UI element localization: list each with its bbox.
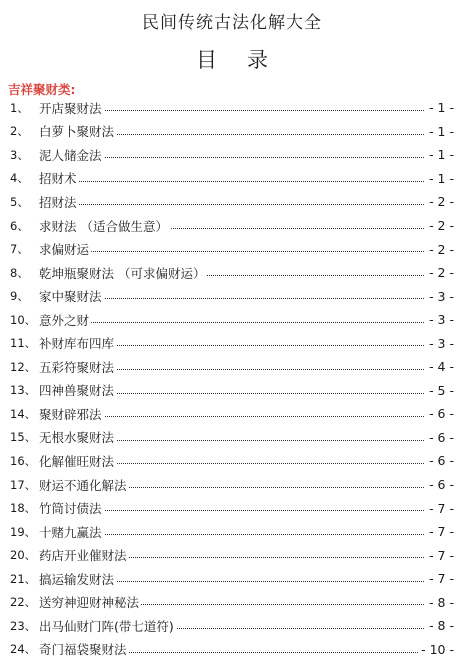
toc-entry[interactable] bbox=[0, 426, 464, 450]
toc-entry-title: 泥人储金法 bbox=[39, 147, 102, 163]
toc-entry-page-number: - 7 - bbox=[429, 524, 454, 540]
toc-entry[interactable] bbox=[0, 520, 464, 544]
toc-entry[interactable] bbox=[0, 449, 464, 473]
toc-entry-page-number: - 1 - bbox=[429, 170, 454, 186]
toc-entry-title: 招财法 bbox=[39, 194, 77, 210]
toc-entry[interactable] bbox=[0, 190, 464, 214]
toc-entry-page-number: - 3 - bbox=[429, 312, 454, 328]
toc-entry[interactable] bbox=[0, 614, 464, 638]
toc-entry[interactable] bbox=[0, 261, 464, 285]
toc-entry[interactable] bbox=[0, 167, 464, 191]
toc-entry-number: 8、 bbox=[10, 265, 29, 280]
toc-entry-title: 求财法 （适合做生意） bbox=[39, 218, 168, 234]
toc-entry-page-number: - 2 - bbox=[429, 241, 454, 257]
toc-entry-number: 17、 bbox=[10, 477, 37, 492]
toc-entry-number: 1、 bbox=[10, 100, 29, 115]
toc-entry[interactable] bbox=[0, 237, 464, 261]
toc-entry-page-number: - 1 - bbox=[429, 147, 454, 163]
toc-entry-title: 竹筒讨债法 bbox=[39, 501, 102, 517]
toc-dot-leader bbox=[40, 322, 424, 323]
toc-entry-number: 24、 bbox=[10, 642, 37, 657]
toc-entry-number: 16、 bbox=[10, 453, 37, 468]
toc-entry-title: 四神兽聚财法 bbox=[39, 383, 115, 399]
section-label: 吉祥聚财类: bbox=[8, 82, 76, 97]
toc-entry-title: 奇门福袋聚财法 bbox=[39, 642, 127, 658]
toc-entry[interactable] bbox=[0, 638, 464, 662]
toc-entry-page-number: - 2 - bbox=[429, 218, 454, 233]
toc-entry-title: 财运不通化解法 bbox=[39, 477, 127, 493]
toc-entry[interactable] bbox=[0, 496, 464, 520]
toc-entry-number: 7、 bbox=[10, 242, 29, 257]
toc-dot-leader bbox=[40, 251, 424, 252]
toc-entry-number: 2、 bbox=[10, 124, 29, 139]
toc-entry-page-number: - 6 - bbox=[429, 429, 454, 445]
toc-entry[interactable] bbox=[0, 355, 464, 379]
toc-entry-title: 开店聚财法 bbox=[39, 100, 102, 116]
toc-entry-number: 6、 bbox=[10, 218, 29, 233]
toc-entry-title: 求偏财运 bbox=[39, 242, 90, 258]
toc-entry-page-number: - 6 - bbox=[429, 406, 454, 422]
toc-entry-title: 招财术 bbox=[39, 171, 77, 187]
toc-entry-page-number: - 8 - bbox=[429, 618, 454, 634]
toc-entry-title: 十赌九赢法 bbox=[39, 524, 102, 540]
toc-entry-number: 5、 bbox=[10, 194, 29, 209]
toc-entry[interactable] bbox=[0, 214, 464, 238]
toc-entry-number: 4、 bbox=[10, 171, 29, 186]
toc-heading-char-1: 目 bbox=[196, 48, 217, 72]
toc-entry-number: 18、 bbox=[10, 501, 37, 516]
toc-entry-page-number: - 1 - bbox=[429, 123, 454, 139]
toc-entry-title: 出马仙财门阵(带七道符) bbox=[39, 618, 174, 634]
toc-dot-leader bbox=[40, 204, 424, 205]
toc-entry-page-number: - 3 - bbox=[429, 288, 454, 304]
toc-entry[interactable] bbox=[0, 120, 464, 144]
toc-entry-title: 化解催旺财法 bbox=[39, 453, 115, 469]
toc-entry-page-number: - 2 - bbox=[429, 194, 454, 210]
toc-entry-page-number: - 7 - bbox=[429, 500, 454, 516]
toc-entry[interactable] bbox=[0, 308, 464, 332]
toc-entry-title: 补财库布四库 bbox=[39, 336, 115, 352]
toc-heading bbox=[0, 44, 464, 74]
toc-entry-title: 送穷神迎财神秘法 bbox=[39, 595, 140, 611]
toc-dot-leader bbox=[40, 181, 424, 182]
toc-entry-title: 乾坤瓶聚财法 （可求偏财运） bbox=[39, 265, 206, 281]
toc-entry[interactable] bbox=[0, 379, 464, 403]
toc-entry[interactable] bbox=[0, 143, 464, 167]
toc-entry-title: 药店开业催财法 bbox=[39, 548, 127, 564]
toc-entry-number: 11、 bbox=[10, 336, 37, 351]
toc-entry-title: 无根水聚财法 bbox=[39, 430, 115, 446]
toc-entry-number: 21、 bbox=[10, 571, 37, 586]
toc-entry-page-number: - 8 - bbox=[429, 594, 454, 610]
toc-entry[interactable] bbox=[0, 590, 464, 614]
toc-entry-number: 23、 bbox=[10, 618, 37, 633]
toc-entry-number: 15、 bbox=[10, 430, 37, 445]
toc-entry-number: 9、 bbox=[10, 289, 29, 304]
toc-entry[interactable] bbox=[0, 96, 464, 120]
toc-entry-page-number: - 7 - bbox=[429, 547, 454, 563]
toc-entry-page-number: - 6 - bbox=[429, 477, 454, 493]
toc-entry-number: 19、 bbox=[10, 524, 37, 539]
toc-entry[interactable] bbox=[0, 402, 464, 426]
toc-entry-number: 20、 bbox=[10, 548, 37, 563]
toc-entry[interactable] bbox=[0, 567, 464, 591]
toc-entry[interactable] bbox=[0, 543, 464, 567]
toc-entry-title: 家中聚财法 bbox=[39, 289, 102, 305]
toc-entry-number: 13、 bbox=[10, 383, 37, 398]
toc-entry-title: 搞运输发财法 bbox=[39, 571, 115, 587]
toc-entry-number: 14、 bbox=[10, 406, 37, 421]
toc-entry-number: 22、 bbox=[10, 595, 37, 610]
toc-entry-number: 3、 bbox=[10, 147, 29, 162]
toc-entry-page-number: - 5 - bbox=[429, 382, 454, 398]
toc-entry-number: 12、 bbox=[10, 359, 37, 374]
toc-entry-page-number: - 7 - bbox=[429, 571, 454, 587]
toc-entry-page-number: - 3 - bbox=[429, 335, 454, 351]
document-title: 民间传统古法化解大全 bbox=[142, 13, 322, 33]
toc-entry-title: 五彩符聚财法 bbox=[39, 359, 115, 375]
toc-heading-char-2: 录 bbox=[247, 48, 268, 72]
toc-list bbox=[0, 96, 464, 661]
toc-entry[interactable] bbox=[0, 473, 464, 497]
toc-entry-page-number: - 2 - bbox=[429, 265, 454, 281]
toc-entry-title: 聚财辟邪法 bbox=[39, 406, 102, 422]
toc-entry-page-number: - 1 - bbox=[429, 100, 454, 116]
toc-entry[interactable] bbox=[0, 284, 464, 308]
toc-entry-title: 白萝卜聚财法 bbox=[39, 124, 115, 140]
toc-entry-number: 10、 bbox=[10, 312, 37, 327]
toc-entry-page-number: - 4 - bbox=[429, 359, 454, 375]
toc-entry-page-number: - 6 - bbox=[429, 453, 454, 469]
toc-entry[interactable] bbox=[0, 331, 464, 355]
toc-entry-page-number: - 10 - bbox=[421, 641, 454, 657]
toc-entry-title: 意外之财 bbox=[39, 312, 90, 328]
